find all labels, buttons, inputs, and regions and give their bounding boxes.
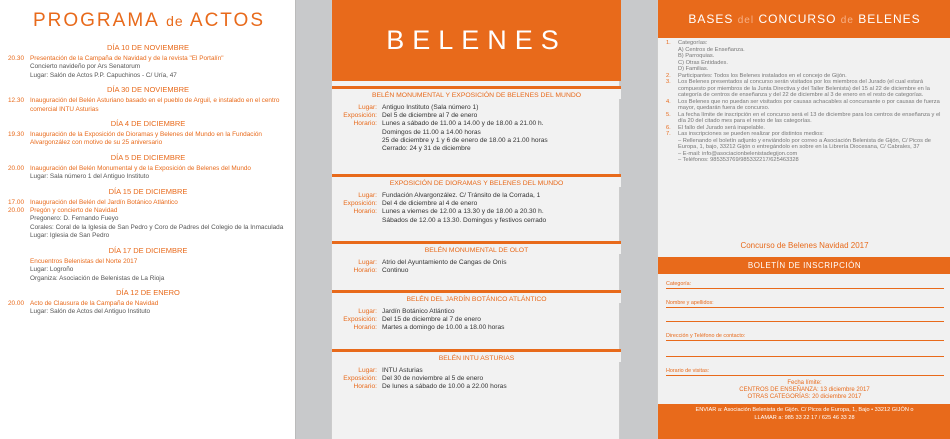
event-row <box>0 232 296 240</box>
event-text: Inauguración de la Exposición de Dioramas y Belenes del Mundo en la Fundación Alvargonzález con motivo de su 25 aniversario <box>30 131 262 147</box>
venue-key: Lugar: <box>358 192 377 199</box>
venue-value: Fundación Alvargonzález. C/ Tránsito de la Corrada, 1 <box>382 192 541 199</box>
rule-item <box>666 157 946 164</box>
event-text: Lugar: Sala número 1 del Antiguo Instituto <box>30 173 150 181</box>
venue-value: Del 30 de noviembre al 5 de enero <box>382 375 484 383</box>
venue-key <box>332 137 382 145</box>
venue-value: Jardín Botánico Atlántico <box>382 308 455 315</box>
day-heading: DÍA 17 DE DICIEMBRE <box>108 245 188 255</box>
day-heading: DÍA 15 DE DICIEMBRE <box>108 186 188 196</box>
venue-row <box>332 316 621 324</box>
rule-text: A) Centros de Enseñanza. <box>678 46 745 53</box>
title-word: de <box>840 15 854 26</box>
rule-text: Categorías: <box>678 40 708 46</box>
deadline-1: CENTROS DE ENSEÑANZA: 13 diciembre 2017 <box>739 387 870 393</box>
event-text: Organiza: Asociación de Belenistas de La Rioja <box>30 274 165 282</box>
contest-title: Concurso de Belenes Navidad 2017 <box>740 241 869 250</box>
contact-footer <box>658 404 950 439</box>
venue-key: Exposición: <box>343 200 377 208</box>
event-row <box>0 275 296 283</box>
event-row <box>0 55 296 63</box>
event-time: 20.30 <box>8 55 24 62</box>
footer-line: ENVIAR a: Asociación Belenista de Gijón. C/ Picos de Europa, 1, Bajo • 33212 GIJÓN o <box>695 407 914 413</box>
venue-row <box>332 129 621 137</box>
belenes-panel <box>331 0 620 439</box>
event-text: Lugar: Iglesia de San Pedro <box>30 232 110 240</box>
venue-row <box>332 367 621 375</box>
venue-row <box>332 259 621 267</box>
event-time <box>0 308 30 316</box>
venue-value: Del 5 de diciembre al 7 de enero <box>382 112 478 120</box>
field-blank[interactable] <box>666 347 944 357</box>
venue-row <box>332 145 621 153</box>
venue-key <box>332 217 382 225</box>
event-text: Acto de Clausura de la Campaña de Navidad <box>30 299 159 307</box>
rule-number: 7. <box>666 131 671 137</box>
venue-row <box>332 383 621 391</box>
venue-key <box>332 129 382 137</box>
rule-text: D) Familias. <box>678 66 709 72</box>
event-row <box>0 199 296 207</box>
title-word: ACTOS <box>189 10 265 31</box>
venue-title: BELÉN DEL JARDÍN BOTÁNICO ATLÁNTICO <box>332 290 621 303</box>
event-row <box>0 131 296 148</box>
venue-section <box>332 174 621 225</box>
rule-item <box>666 112 946 125</box>
venue-row <box>332 375 621 383</box>
venue-key: Horario: <box>353 383 377 391</box>
deadline-2: OTRAS CATEGORÍAS: 20 diciembre 2017 <box>747 394 862 400</box>
event-text: Inauguración del Belén Monumental y de la Exposición de Belenes del Mundo <box>30 164 251 172</box>
venue-row <box>332 208 621 216</box>
event-text: Pregonero: D. Fernando Fueyo <box>30 215 119 223</box>
venue-row <box>332 308 621 316</box>
event-time <box>0 275 30 283</box>
venue-key: Exposición: <box>343 112 377 120</box>
venue-section <box>332 349 621 392</box>
rule-text: El fallo del Jurado será inapelable. <box>678 124 765 131</box>
event-text: Lugar: Salón de Actos del Antiguo Instituto <box>30 308 151 316</box>
rule-number: 3. <box>666 79 671 85</box>
footer-line: LLAMAR a: 985 33 22 17 / 625 46 33 28 <box>754 415 855 421</box>
rule-item <box>666 138 946 151</box>
event-row <box>0 165 296 173</box>
event-text: Corales: Coral de la Iglesia de San Pedro y Coro de Padres del Colegio de la Inmaculada <box>30 223 284 231</box>
field-nombre[interactable]: Nombre y apellidos: <box>666 298 944 308</box>
venue-key: Lugar: <box>358 308 377 315</box>
title-word: CONCURSO <box>758 12 837 26</box>
venue-value: Martes a domingo de 10.00 a 18.00 horas <box>382 324 505 332</box>
venue-key: Exposición: <box>343 316 377 324</box>
rule-number: 6. <box>666 124 671 131</box>
event-text: Lugar: Salón de Actos P.P. Capuchinos - C/ Uría, 47 <box>30 71 177 79</box>
venue-key: Lugar: <box>358 104 377 111</box>
event-text: Concierto navideño por Ars Senatorum <box>30 63 141 71</box>
event-text: Pregón y concierto de Navidad <box>30 207 118 215</box>
belenes-title: BELENES <box>332 0 621 81</box>
event-row <box>0 308 296 316</box>
venue-row <box>332 217 621 225</box>
field-horario[interactable]: Horario de visitas: <box>666 366 944 376</box>
event-row <box>0 72 296 80</box>
event-time <box>0 72 30 80</box>
rule-text: – E-mail: info@asociacionbelenistadegijon.com <box>678 150 798 157</box>
event-text: Inauguración del Belén del Jardín Botánico Atlántico <box>30 198 178 206</box>
venue-value: 25 de diciembre y 1 y 6 de enero de 18.00 a 21.00 horas <box>382 136 548 144</box>
rule-text: B) Parroquias. <box>678 53 715 59</box>
rule-number: 4. <box>666 98 671 105</box>
field-blank[interactable] <box>666 312 944 322</box>
rule-item <box>666 99 946 112</box>
venue-key: Exposición: <box>343 375 377 383</box>
deadline <box>658 380 950 401</box>
form-title: BOLETÍN DE INSCRIPCIÓN <box>658 257 950 274</box>
rule-text: La fecha límite de inscripción en el concurso será el 13 de diciembre para los centros de enseñanza y el día 20 del citado mes para el resto de las categorías. <box>678 111 941 124</box>
rules-list <box>666 40 946 164</box>
event-row <box>0 63 296 71</box>
venue-key: Horario: <box>353 324 377 332</box>
event-time <box>0 63 30 71</box>
event-time: 12.30 <box>8 97 24 105</box>
venue-section <box>332 290 621 333</box>
programa-panel <box>0 0 296 439</box>
rule-item <box>666 79 946 99</box>
event-time <box>0 266 30 274</box>
day-heading: DÍA 10 DE NOVIEMBRE <box>106 43 190 52</box>
rule-number: 1. <box>666 40 671 46</box>
event-time: 20.00 <box>8 207 24 215</box>
event-row <box>0 97 296 114</box>
venue-key: Horario: <box>353 120 377 128</box>
venue-value: Domingos de 11.00 a 14.00 horas <box>382 128 481 136</box>
venue-value: Antiguo Instituto (Sala número 1) <box>382 104 479 111</box>
event-text: Encuentros Belenistas del Norte 2017 <box>30 257 138 265</box>
rule-number: 5. <box>666 111 671 118</box>
event-row <box>0 300 296 308</box>
venue-value: Continuo <box>382 267 409 275</box>
venue-row <box>332 324 621 332</box>
venue-row <box>332 104 621 112</box>
event-time <box>0 258 30 266</box>
rule-text: Los Belenes que no puedan ser visitados por causas achacables al concursante o por causas de fuerza mayor, quedarán fuera de concurso. <box>678 98 940 111</box>
rule-number: 2. <box>666 72 671 79</box>
venue-title: BELÉN INTU ASTURIAS <box>332 349 621 362</box>
rule-number <box>666 157 678 164</box>
venue-title: BELÉN MONUMENTAL DE OLOT <box>332 241 621 254</box>
venue-value: Lunes a sábado de 11.00 a 14.00 y de 18.00 a 21.00 h. <box>382 120 544 128</box>
venue-value: Del 4 de diciembre al 4 de enero <box>382 200 478 208</box>
title-word: BASES <box>688 12 734 26</box>
event-time: 17.00 <box>8 198 24 206</box>
programa-title <box>8 10 290 32</box>
rule-text: – Teléfonos: 985353769/985332217/625463328 <box>678 157 799 163</box>
event-row <box>0 207 296 215</box>
day-heading: DÍA 12 DE ENERO <box>116 287 180 297</box>
venue-row <box>332 112 621 120</box>
rule-text: C) Otras Entidades. <box>678 59 728 66</box>
title-word: del <box>737 15 755 26</box>
venue-key: Lugar: <box>358 367 377 374</box>
day-heading: DÍA 5 DE DICIEMBRE <box>110 152 186 162</box>
venue-row <box>332 120 621 128</box>
venue-row <box>332 137 621 145</box>
title-word: PROGRAMA <box>32 10 159 31</box>
venue-key: Horario: <box>353 267 377 275</box>
venue-value: Lunes a viernes de 12.00 a 13.30 y de 18.00 a 20.30 h. <box>382 208 544 216</box>
event-time <box>0 232 30 240</box>
event-row <box>0 215 296 223</box>
event-text: Lugar: Logroño <box>30 266 74 274</box>
venue-title: BELÉN MONUMENTAL Y EXPOSICIÓN DE BELENES DEL MUNDO <box>332 86 621 99</box>
title-word: BELENES <box>858 12 921 26</box>
venue-value: Atrio del Ayuntamiento de Cangas de Onís <box>382 259 507 266</box>
event-time: 19.30 <box>8 131 24 139</box>
venue-value: Del 15 de diciembre al 7 de enero <box>382 316 481 324</box>
event-row <box>0 173 296 181</box>
venue-value: De lunes a sábado de 10.00 a 22.00 horas <box>382 383 507 391</box>
rule-text: – Rellenando el boletín adjunto y enviándolo por correo a Asociación Belenista de Gijón, C/ Picos de Europa, 1, bajo, 33212 Gijón o entregándolo en sobre en la Librería Diocesana, C/ Cabrales, 37 <box>678 137 931 150</box>
event-row <box>0 224 296 232</box>
rule-text: Los Belenes presentados al concurso serán visitados por los miembros del Jurado (el cual estará compuesto por miembros de la Junta Directiva y del Taller Belenista) del 15 al 22 de diciembre en la categoría de centros de enseñanza y del 22 de diciembre al 3 de enero en el resto de categorías. <box>678 79 930 98</box>
day-heading: DÍA 30 DE NOVIEMBRE <box>106 85 190 95</box>
venue-row <box>332 192 621 200</box>
programa-list <box>0 38 296 317</box>
rule-number <box>666 138 678 151</box>
event-row <box>0 266 296 274</box>
event-text: Presentación de la Campaña de Navidad y de la revista "El Portalín" <box>30 55 224 62</box>
title-word: de <box>166 13 184 29</box>
venue-section <box>332 86 621 153</box>
venue-value: Sábados de 12.00 a 13.30. Domingos y festivos cerrado <box>382 216 547 224</box>
rule-text: Participantes: Todos los Belenes instalados en el concejo de Gijón. <box>678 72 847 79</box>
bases-title <box>658 0 950 38</box>
venue-section <box>332 241 621 275</box>
event-text: Inauguración del Belén Asturiano basado en el pueblo de Arguil, e instalado en el centro comercial INTU Asturias <box>30 97 280 113</box>
venue-key <box>332 145 382 153</box>
event-time: 20.00 <box>8 164 24 172</box>
event-row <box>0 258 296 266</box>
venue-row <box>332 267 621 275</box>
bases-panel <box>657 0 950 439</box>
deadline-label: Fecha límite: <box>787 380 822 386</box>
event-time <box>0 224 30 232</box>
day-heading: DÍA 4 DE DICIEMBRE <box>110 119 186 129</box>
rule-text: Las inscripciones se pueden realizar por distintos medios: <box>678 131 824 137</box>
event-time <box>0 173 30 181</box>
venue-row <box>332 200 621 208</box>
venue-key: Horario: <box>353 208 377 216</box>
venue-value: Cerrado: 24 y 31 de diciembre <box>382 145 471 153</box>
field-direccion[interactable]: Dirección y Teléfono de contacto: <box>666 331 944 341</box>
event-time <box>0 215 30 223</box>
field-categoria[interactable]: Categoría: <box>666 279 944 289</box>
venue-value: INTU Asturias <box>382 367 423 374</box>
venue-key: Lugar: <box>358 259 377 266</box>
event-time: 20.00 <box>8 299 24 307</box>
venue-title: EXPOSICIÓN DE DIORAMAS Y BELENES DEL MUNDO <box>332 174 621 187</box>
